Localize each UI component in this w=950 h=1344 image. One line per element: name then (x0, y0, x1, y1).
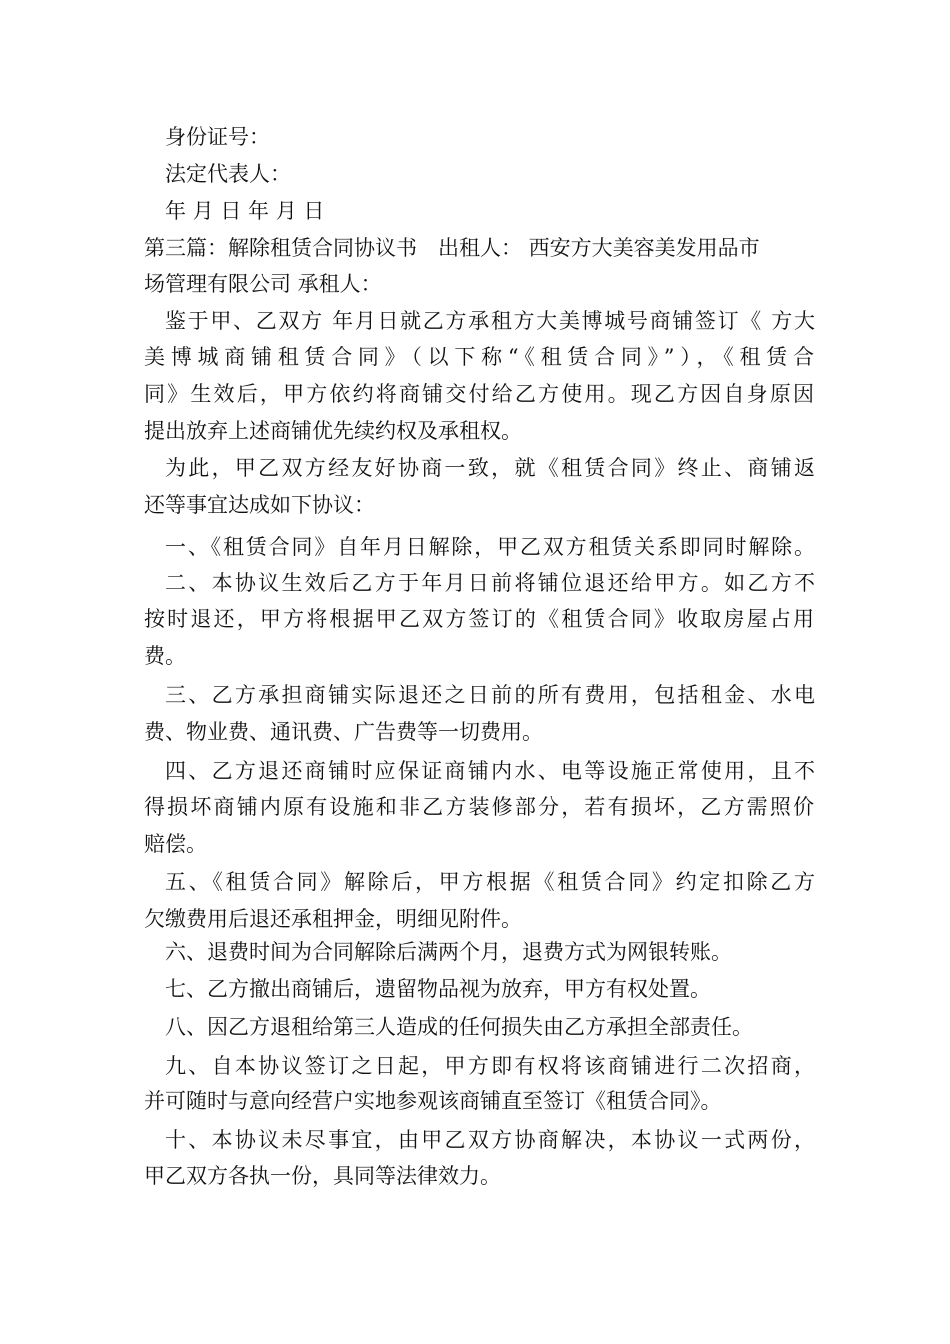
paragraph-line: 同》生效后，甲方依约将商铺交付给乙方使用。现乙方因自身原因 (144, 382, 814, 406)
clause-3-continued: 费、物业费、通讯费、广告费等一切费用。 (144, 720, 543, 744)
date-line: 年 月 日 年 月 日 (165, 199, 325, 223)
paragraph-line: 美博城商铺租赁合同》（以下称“《租赁合同》”），《租赁合 (144, 345, 814, 369)
clause-2: 二、本协议生效后乙方于年月日前将铺位退还给甲方。如乙方不 (165, 571, 815, 595)
paragraph-line: 提出放弃上述商铺优先续约权及承租权。 (144, 419, 522, 443)
paragraph-line: 还等事宜达成如下协议： (144, 493, 375, 517)
clause-2-continued: 费。 (144, 644, 186, 668)
legal-representative-line: 法定代表人： (165, 162, 291, 186)
clause-4-continued: 得损坏商铺内原有设施和非乙方装修部分，若有损坏，乙方需照价 (144, 795, 814, 819)
clause-9: 九、自本协议签订之日起，甲方即有权将该商铺进行二次招商， (165, 1054, 815, 1078)
clause-7: 七、乙方撤出商铺后，遗留物品视为放弃，甲方有权处置。 (165, 977, 711, 1001)
clause-8: 八、因乙方退租给第三人造成的任何损失由乙方承担全部责任。 (165, 1015, 753, 1039)
paragraph-line: 为此，甲乙双方经友好协商一致，就《租赁合同》终止、商铺返 (165, 456, 815, 480)
clause-5: 五、《租赁合同》解除后，甲方根据《租赁合同》约定扣除乙方 (165, 870, 815, 894)
id-number-line: 身份证号： (165, 125, 270, 149)
clause-5-continued: 欠缴费用后退还承租押金，明细见附件。 (144, 907, 522, 931)
clause-2-continued: 按时退还，甲方将根据甲乙双方签订的《租赁合同》收取房屋占用 (144, 607, 814, 631)
clause-3: 三、乙方承担商铺实际退还之日前的所有费用，包括租金、水电 (165, 683, 815, 707)
clause-4-continued: 赔偿。 (144, 832, 207, 856)
clause-1: 一、《租赁合同》自年月日解除，甲乙双方租赁关系即同时解除。 (165, 535, 815, 559)
paragraph-line: 鉴于甲、乙双方 年月日就乙方承租方大美博城号商铺签订《 方大 (165, 309, 815, 333)
clause-6: 六、退费时间为合同解除后满两个月，退费方式为网银转账。 (165, 940, 732, 964)
clause-10-continued: 甲乙双方各执一份，具同等法律效力。 (144, 1164, 501, 1188)
clause-9-continued: 并可随时与意向经营户实地参观该商铺直至签订《租赁合同》。 (144, 1089, 722, 1113)
section-title-line: 第三篇：解除租赁合同协议书 出租人： 西安方大美容美发用品市 (144, 236, 760, 260)
paragraph-line: 场管理有限公司 承租人： (144, 272, 382, 296)
clause-10: 十、本协议未尽事宜，由甲乙双方协商解决，本协议一式两份， (165, 1128, 815, 1152)
clause-4: 四、乙方退还商铺时应保证商铺内水、电等设施正常使用，且不 (165, 759, 815, 783)
